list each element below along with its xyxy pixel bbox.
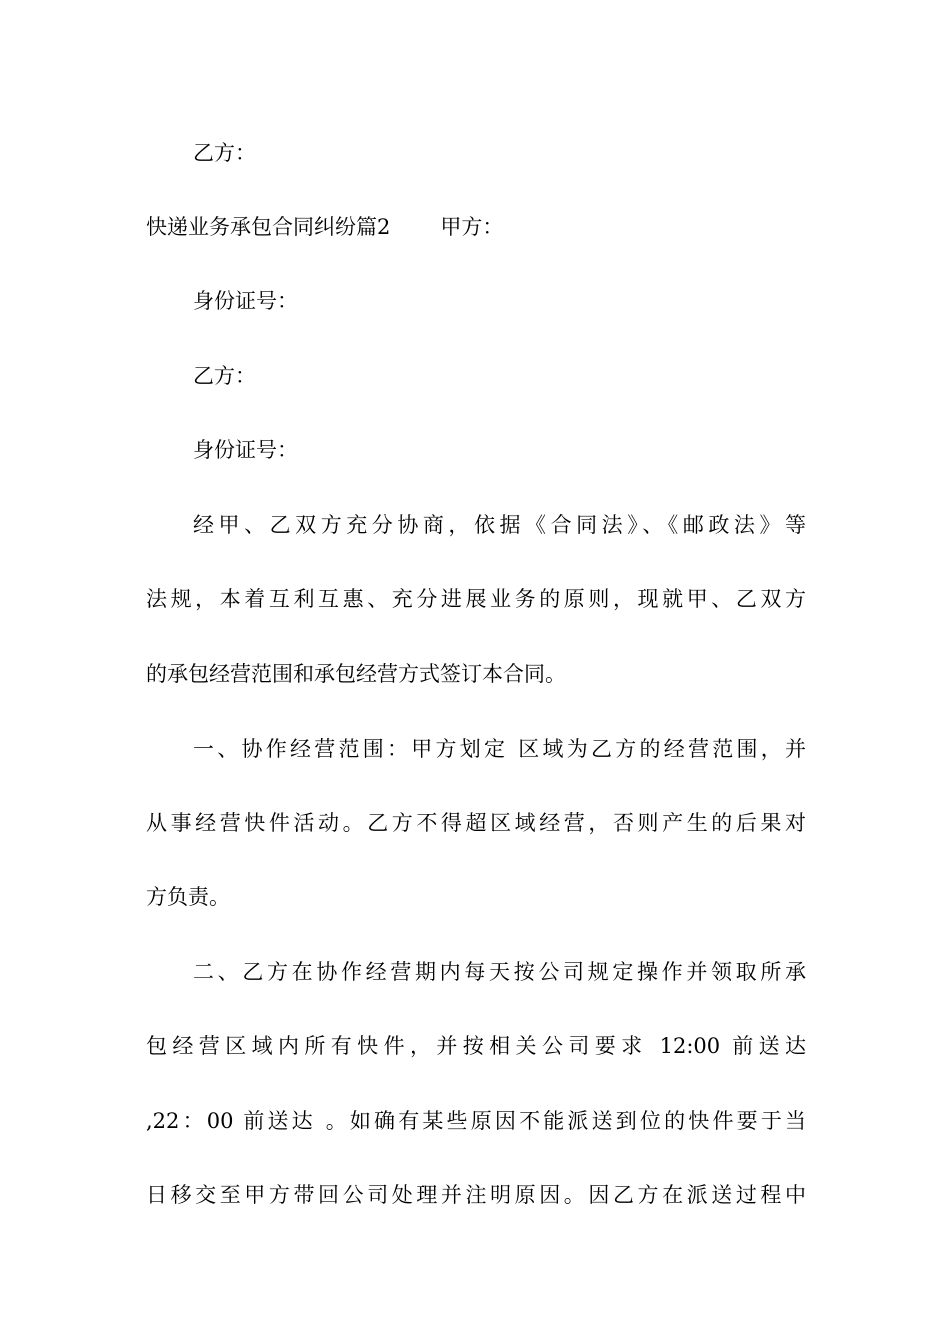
- paragraph-line: 日移交至甲方带回公司处理并注明原因。因乙方在派送过程中: [146, 1183, 806, 1207]
- party-b-id-label: 身份证号：: [193, 438, 298, 462]
- paragraph-line: 方负责。: [146, 885, 230, 909]
- party-a-label: 甲方：: [440, 215, 504, 239]
- party-b-label: 乙方：: [193, 141, 256, 165]
- paragraph-line: 二、乙方在协作经营期内每天按公司规定操作并领取所承: [193, 960, 806, 984]
- party-a-id-label: 身份证号：: [193, 289, 298, 313]
- paragraph-line: 一、协作经营范围：甲方划定 区域为乙方的经营范围，并: [193, 737, 806, 761]
- paragraph-line: 的承包经营范围和承包经营方式签订本合同。: [146, 662, 566, 686]
- paragraph-line: 法规，本着互利互惠、充分进展业务的原则，现就甲、乙双方: [146, 587, 806, 611]
- paragraph-line: 包经营区域内所有快件，并按相关公司要求 12:00 前送达: [146, 1034, 806, 1058]
- paragraph-line: 经甲、乙双方充分协商，依据《合同法》、《邮政法》等: [193, 513, 806, 537]
- section-heading: 快递业务承包合同纠纷篇2: [146, 215, 391, 239]
- paragraph-line: ,22：00 前送达 。如确有某些原因不能派送到位的快件要于当: [146, 1109, 806, 1133]
- paragraph-line: 从事经营快件活动。乙方不得超区域经营，否则产生的后果对: [146, 811, 806, 835]
- section-heading-line: [146, 212, 806, 242]
- party-b-label-2: 乙方：: [193, 364, 256, 388]
